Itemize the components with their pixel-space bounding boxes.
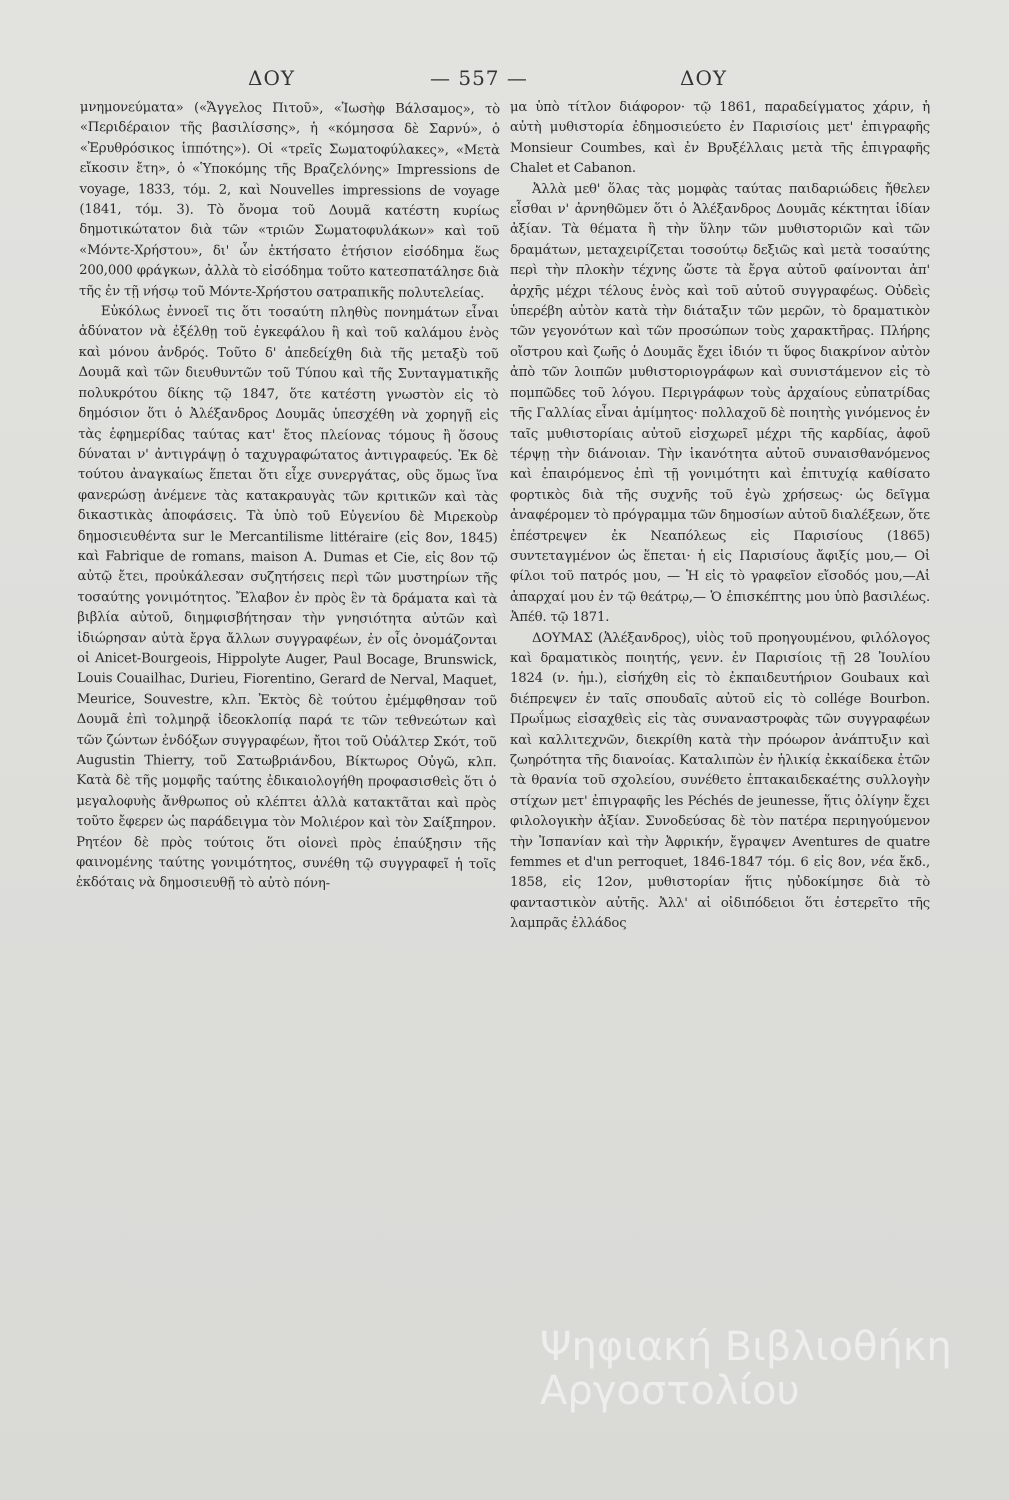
paragraph: μνημονεύματα» («Ἄγγελος Πιτοῦ», «Ἰωσὴφ Βάλσαμος», τὸ «Περιδέραιον τῆς βασιλίσσης», ἡ «κόμησσα δὲ Σαρνύ», ὁ «Ἐρυθρόσικος ἱππότης»). Οἱ «τρεῖς Σωματοφύλακες», «Μετὰ εἴκοσιν ἔτη», ὁ «Ὑποκόμης τῆς Βραζελόνης» Impressions de voyage, 1833, τόμ. 2, καὶ Nouvelles impressions de voyage (1841, τόμ. 3). Τὸ ὄνομα τοῦ Δουμᾶ κατέστη κυρίως δημοτικώτατον διὰ τῶν «τριῶν Σωματοφυλάκων» καὶ τοῦ «Μόντε-Χρήστου», δι' ὧν ἐκτήσατο ἐτήσιον εἰσόδημα ἕως 200,000 φράγκων, ἀλλὰ τὸ εἰσόδημα τοῦτο κατεσπατάλησε διὰ τῆς ἐν τῇ νήσῳ τοῦ Μόντε-Χρήστου σατραπικῆς πολυτελείας. (78, 99, 500, 301)
running-head-left: ΔΟΥ (248, 66, 296, 90)
right-column (510, 98, 930, 935)
left-column (76, 98, 500, 896)
page-number: — 557 — (430, 66, 528, 90)
watermark-line: Ψηφιακή Βιβλιοθήκη (540, 1324, 952, 1370)
library-watermark (540, 1325, 980, 1465)
paragraph: Ἀλλὰ μεθ' ὅλας τὰς μομφὰς ταύτας παιδαριώδεις ἤθελεν εἶσθαι ν' ἀρνηθῶμεν ὅτι ὁ Ἀλέξανδρος Δουμᾶς κέκτηται ἰδίαν ἀξίαν. Τὰ θέματα ἢ τὴν ὕλην τῶν μυθιστοριῶν καὶ τῶν δραμάτων, μεταχειρίζεται τοσούτῳ δεξιῶς καὶ μετὰ τοσαύτης περὶ τὴν πλοκὴν τέχνης ὥστε τὰ ἔργα αὐτοῦ φαίνονται ἀπ' ἀρχῆς μέχρι τέλους ἑνὸς καὶ τοῦ αὐτοῦ συγγραφέως. Οὐδεὶς ὑπερέβη αὐτὸν κατὰ τὴν διάταξιν τῶν μερῶν, τὸ δραματικὸν τῶν γεγονότων καὶ τῶν προσώπων τοὺς χαρακτῆρας. Πλήρης οἴστρου καὶ ζωῆς ὁ Δουμᾶς ἔχει ἰδιόν τι ὕφος διακρίνον αὐτὸν ἀπὸ τῶν λοιπῶν μυθιστοριογράφων καὶ συνιστάμενον εἰς τὸ πομπῶδες τοῦ λόγου. Περιγράφων τοὺς ἀρχαίους εὐπατρίδας τῆς Γαλλίας εἶναι ἀμίμητος· πολλαχοῦ δὲ ποιητὴς γινόμενος ἐν ταῖς μυθιστορίαις αὐτοῦ εἰσχωρεῖ μέχρι τῆς καρδίας, ἀφοῦ τέρψῃ τὴν διάνοιαν. Τὴν ἱκανότητα αὐτοῦ συναισθανόμενος καὶ ἐπαιρόμενος ἐπὶ τῇ γονιμότητι καὶ ἐπιτυχίᾳ καθίσατο φορτικὸς διὰ τῆς συχνῆς τοῦ ἐγὼ χρήσεως· ὡς δεῖγμα ἀναφέρομεν τὸ πρόγραμμα τῶν δημοσίων αὐτοῦ διαλέξεων, ὅτε ἐπέστρεψεν ἐκ Νεαπόλεως εἰς Παρισίους (1865) συντεταγμένον ὡς ἕπεται· ἡ εἰς Παρισίους ἄφιξίς μου,— Οἱ φίλοι τοῦ πατρός μου, — Ἡ εἰς τὸ γραφεῖον εἴσοδός μου,—Αἱ ἀπαρχαί μου ἐν τῷ θεάτρῳ,— Ὁ ἐπισκέπτης μου ὑπὸ βασιλέως. Ἀπέθ. τῷ 1871. (510, 181, 930, 626)
paragraph: μα ὑπὸ τίτλον διάφορον· τῷ 1861, παραδείγματος χάριν, ἡ αὐτὴ μυθιστορία ἐδημοσιεύετο ἐν Παρισίοις μετ' ἐπιγραφῆς Monsieur Coumbes, καὶ ἐν Βρυξέλλαις μετὰ τῆς ἐπιγραφῆς Chalet et Cabanon. (510, 100, 930, 177)
paragraph: ΔΟΥΜΑΣ (Ἀλέξανδρος), υἱὸς τοῦ προηγουμένου, φιλόλογος καὶ δραματικὸς ποιητής, γενν. ἐν Παρισίοις τῇ 28 Ἰουλίου 1824 (ν. ἡμ.), εἰσήχθη εἰς τὸ ἐκπαιδευτήριον Goubaux καὶ διέπρεψεν ἐν ταῖς σπουδαῖς αὐτοῦ εἰς τὸ collége Bourbon. Πρωΐμως εἰσαχθεὶς εἰς τὰς συναναστροφὰς τῶν συγγραφέων καὶ καλλιτεχνῶν, διεκρίθη κατὰ τὴν πρόωρον ἀνάπτυξιν καὶ ζωηρότητα τῆς διανοίας. Καταλιπὼν ἐν ἡλικίᾳ ἐκκαίδεκα ἐτῶν τὰ θρανία τοῦ σχολείου, συνέθετο ἑπτακαιδεκαέτης συλλογὴν στίχων μετ' ἐπιγραφῆς les Péchés de jeunesse, ἥτις ὀλίγην ἔχει φιλολογικὴν ἀξίαν. Συνοδεύσας δὲ τὸν πατέρα περιηγούμενον τὴν Ἱσπανίαν καὶ τὴν Ἀφρικήν, ἔγραψεν Aventures de quatre femmes et d'un perroquet, 1846-1847 τόμ. 6 εἰς 8ον, νέα ἔκδ., 1858, εἰς 12ον, μυθιστορίαν ἥτις ηὐδοκίμησε διὰ τὸ φανταστικὸν αὐτῆς. Ἀλλ' αἱ οἰδιπόδειοι ὅτι ἐστερεῖτο τῆς λαμπρᾶς ἐλλάδος (510, 630, 930, 932)
page-header (70, 66, 930, 96)
paragraph: Εὐκόλως ἐννοεῖ τις ὅτι τοσαύτη πληθὺς πονημάτων εἶναι ἀδύνατον νὰ ἐξέλθῃ τοῦ ἐγκεφάλου ἢ καὶ τοῦ καλάμου ἑνὸς καὶ μόνου ἀνδρός. Τοῦτο δ' ἀπεδείχθη διὰ τῆς μεταξὺ τοῦ Δουμᾶ καὶ τῶν διευθυντῶν τοῦ Τύπου καὶ τῆς Συνταγματικῆς πολυκρότου δίκης τῷ 1847, ὅτε κατέστη γνωστὸν εἰς τὸ δημόσιον ὅτι ὁ Ἀλέξανδρος Δουμᾶς ὑπεσχέθη νὰ χορηγῇ εἰς τὰς ἐφημερίδας ταύτας κατ' ἔτος πλείονας τόμους ἢ ὅσους δύναται ν' ἀντιγράψῃ ὁ ταχυγραφώτατος ἀντιγραφεύς. Ἐκ δὲ τούτου ἀναγκαίως ἕπεται ὅτι εἶχε συνεργάτας, οὓς ὅμως ἵνα φανερώσῃ ἀνέμενε τὰς κατακραυγὰς τῶν κριτικῶν καὶ τὰς δικαστικὰς ἀποφάσεις. Τὰ ὑπὸ τοῦ Εὐγενίου δὲ Μιρεκοὺρ δημοσιευθέντα sur le Mercantilisme littéraire (εἰς 8ον, 1845) καὶ Fabrique de romans, maison A. Dumas et Cie, εἰς 8ον τῷ αὐτῷ ἔτει, προὐκάλεσαν συζητήσεις περὶ τῶν μυστηρίων τῆς τοσαύτης γονιμότητος. Ἔλαβον ἐν πρὸς ἓν τὰ δράματα καὶ τὰ βιβλία αὐτοῦ, διημφισβήτησαν τὴν γνησιότητα αὐτῶν καὶ ἰδιώρησαν αὐτὰ ἔργα ἄλλων συγγραφέων, ἐν οἷς ὀνομάζονται οἱ Anicet-Bourgeois, Hippolyte Auger, Paul Bocage, Brunswick, Louis Couailhac, Durieu, Fiorentino, Gerard de Nerval, Maquet, Meurice, Souvestre, κλπ. Ἐκτὸς δὲ τούτου ἐμέμφθησαν τοῦ Δουμᾶ ἐπὶ τολμηρᾷ ἰδεοκλοπίᾳ παρά τε τῶν τεθνεώτων καὶ τῶν ζώντων ἐνδόξων συγγραφέων, ἤτοι τοῦ Οὐάλτερ Σκότ, τοῦ Augustin Thierry, τοῦ Σατωβριάνδου, Βίκτωρος Οὐγῶ, κλπ. Κατὰ δὲ τῆς μομφῆς ταύτης ἐδικαιολογήθη προφασισθεὶς ὅτι ὁ μεγαλοφυὴς ἄνθρωπος οὐ κλέπτει ἀλλὰ κατακτᾶται καὶ πρὸς τοῦτο ἔφερεν ὡς παράδειγμα τὸν Μολιέρον καὶ τὸν Σαίξπηρον. Ρητέον δὲ πρὸς τούτοις ὅτι οἱονεὶ πρὸς ἐπαύξησιν τῆς φαινομένης ταύτης γονιμότητος, συνέθη τῷ συγγραφεῖ ἡ τοῖς ἐκδόταις νὰ δημοσιευθῇ τὸ αὐτὸ πόνη- (75, 304, 499, 892)
running-head-right: ΔΟΥ (680, 66, 728, 90)
watermark-line: Αργοστολίου (540, 1368, 800, 1414)
